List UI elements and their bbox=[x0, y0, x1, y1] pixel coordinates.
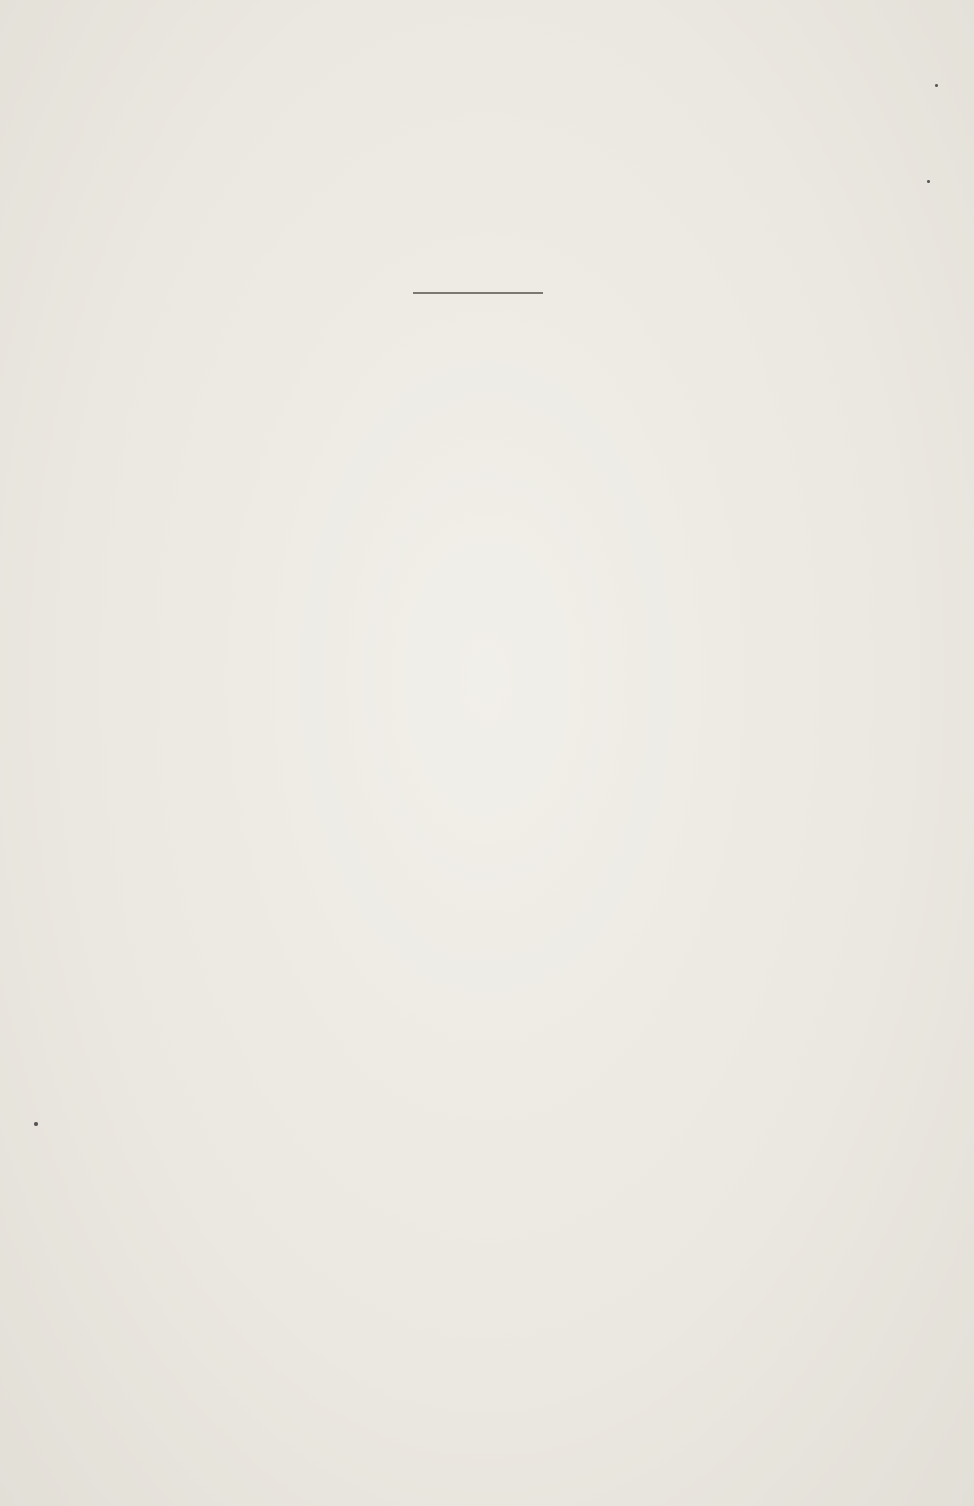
title-rule bbox=[413, 292, 543, 294]
speck-mark bbox=[927, 180, 930, 183]
section-title bbox=[0, 332, 974, 372]
speck-mark bbox=[34, 1122, 38, 1126]
table-of-contents bbox=[0, 332, 974, 372]
speck-mark bbox=[935, 84, 938, 87]
